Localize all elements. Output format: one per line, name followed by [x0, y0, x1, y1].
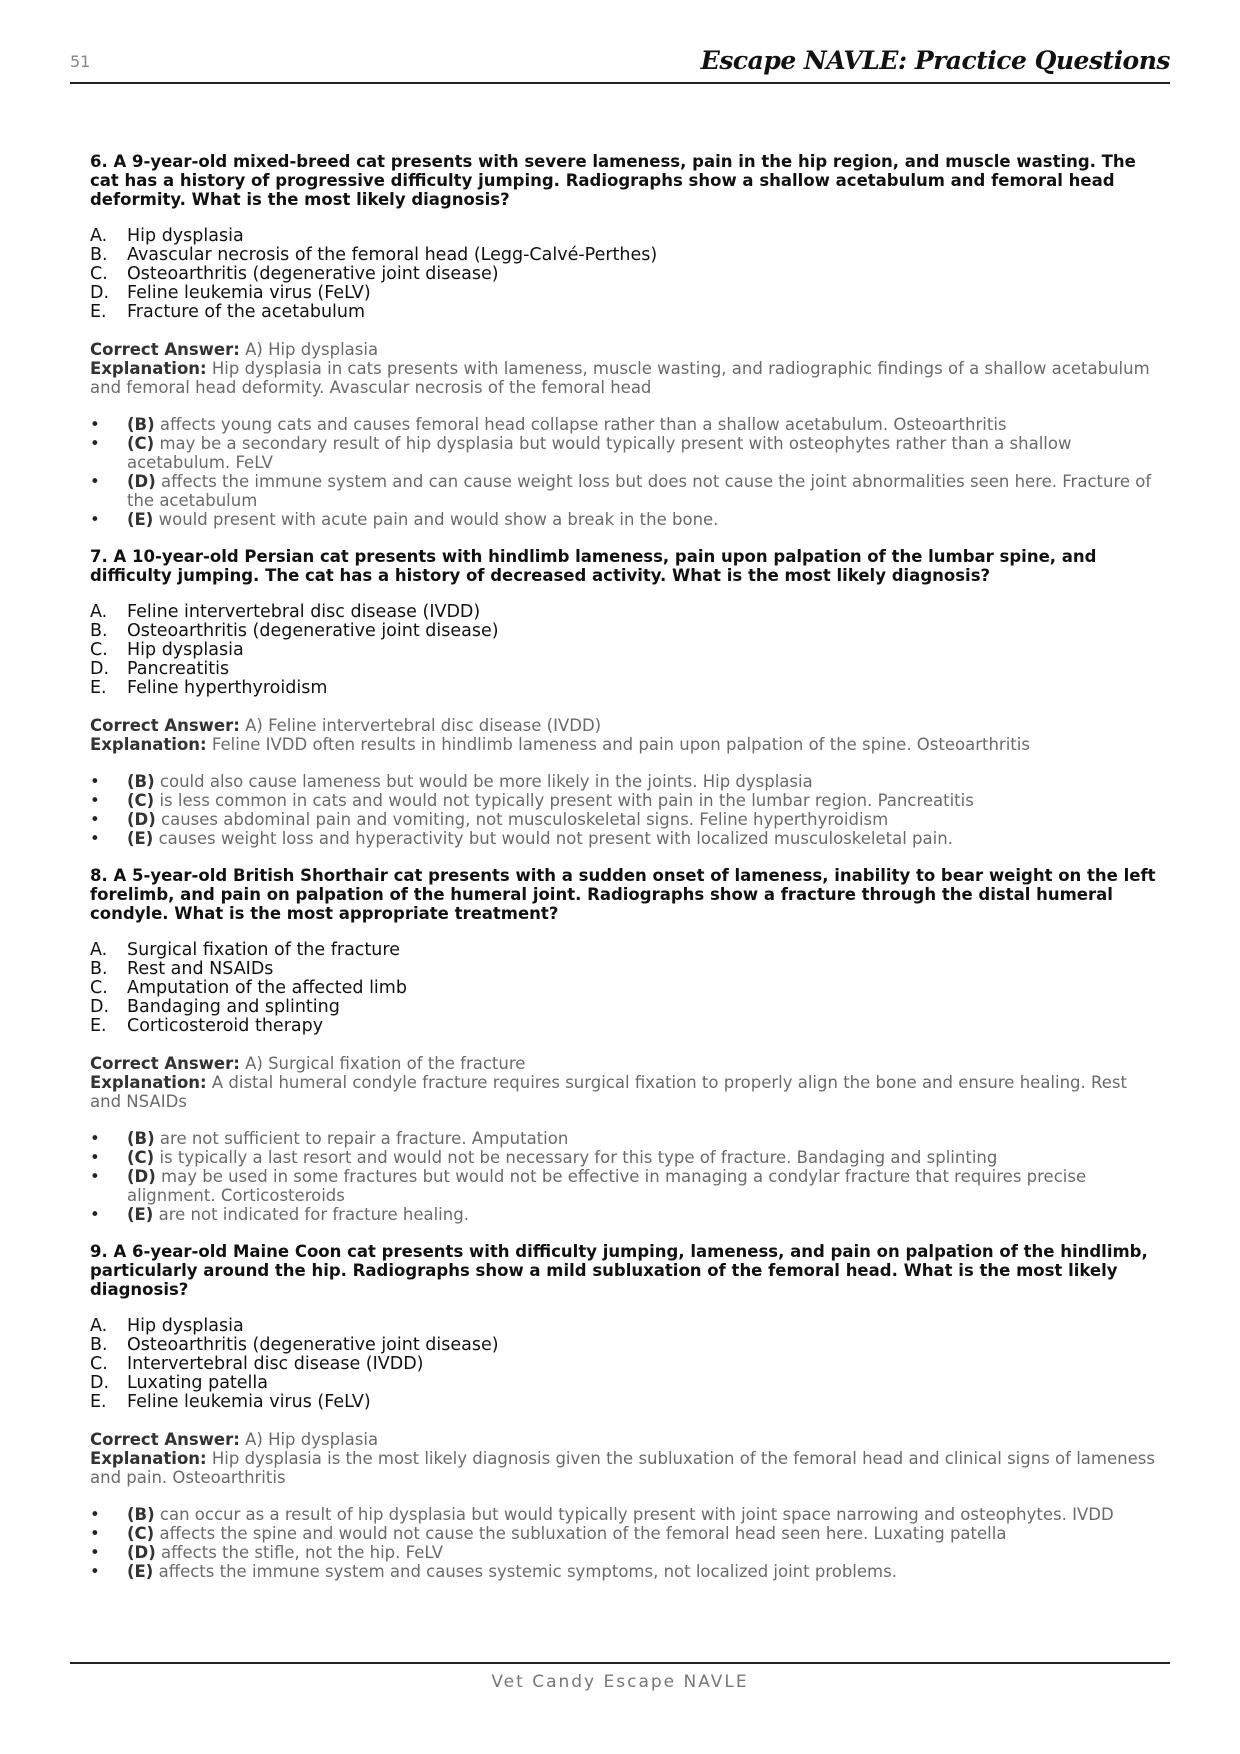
correct-answer-label: Correct Answer: — [90, 716, 240, 735]
bullet-b — [90, 1129, 1160, 1148]
question-text: 7. A 10-year-old Persian cat presents with hindlimb lameness, pain upon palpation of the lumbar spine, and difficulty jumping. The cat has a history of decreased activity. What is the most likely diagnosis? — [90, 547, 1097, 585]
option-c — [90, 641, 1160, 660]
option-ref: (B) — [127, 415, 155, 434]
option-a — [90, 227, 1160, 246]
explanation-text: Hip dysplasia is the most likely diagnosis given the subluxation of the femoral head and clinical signs of lameness and pain. Osteoarthritis — [90, 1449, 1155, 1487]
option-ref: (D) — [127, 1543, 156, 1562]
bullet-c — [90, 1524, 1160, 1543]
bullet-dot-icon: • — [90, 434, 100, 453]
bullet-dot-icon: • — [90, 1129, 100, 1148]
option-text: Hip dysplasia — [127, 226, 244, 246]
answer-block — [90, 1430, 1160, 1487]
bullet-text: may be a secondary result of hip dysplasia but would typically present with osteophytes rather than a shallow acetabulum. FeLV — [127, 434, 1072, 472]
option-ref: (D) — [127, 472, 156, 491]
option-text: Hip dysplasia — [127, 640, 244, 660]
explanation-label: Explanation: — [90, 1073, 207, 1092]
question-6 — [90, 152, 1160, 529]
explanation-bullets — [90, 1129, 1160, 1224]
option-ref: (C) — [127, 1148, 155, 1167]
option-b — [90, 1336, 1160, 1355]
answer-block — [90, 1054, 1160, 1111]
bullet-e — [90, 1205, 1160, 1224]
option-text: Amputation of the affected limb — [127, 978, 407, 998]
option-e — [90, 1017, 1160, 1036]
option-d — [90, 998, 1160, 1017]
bullet-text: affects the spine and would not cause the subluxation of the femoral head seen here. Luxating patella — [159, 1524, 1007, 1543]
option-text: Feline hyperthyroidism — [127, 678, 328, 698]
answer-block — [90, 716, 1160, 754]
option-letter: D. — [90, 659, 110, 679]
bullet-text: are not sufficient to repair a fracture. Amputation — [159, 1129, 569, 1148]
correct-answer: A) Hip dysplasia — [245, 1430, 379, 1449]
option-c — [90, 979, 1160, 998]
answer-options — [90, 603, 1160, 698]
bullet-text: causes abdominal pain and vomiting, not musculoskeletal signs. Feline hyperthyroidism — [161, 810, 889, 829]
bullet-b — [90, 1505, 1160, 1524]
question-7 — [90, 547, 1160, 848]
footer-divider — [70, 1662, 1170, 1664]
option-text: Feline intervertebral disc disease (IVDD) — [127, 602, 481, 622]
bullet-dot-icon: • — [90, 1505, 100, 1524]
bullet-b — [90, 772, 1160, 791]
bullet-c — [90, 1148, 1160, 1167]
bullet-dot-icon: • — [90, 829, 100, 848]
bullet-text: affects young cats and causes femoral head collapse rather than a shallow acetabulum. Osteoarthritis — [159, 415, 1007, 434]
footer-text: Vet Candy Escape NAVLE — [491, 1672, 749, 1692]
bullet-dot-icon: • — [90, 810, 100, 829]
correct-answer-label: Correct Answer: — [90, 340, 240, 359]
option-b — [90, 622, 1160, 641]
option-letter: A. — [90, 602, 108, 622]
bullet-b — [90, 415, 1160, 434]
option-a — [90, 941, 1160, 960]
explanation-text: A distal humeral condyle fracture requires surgical fixation to properly align the bone and ensure healing. Rest and NSAIDs — [90, 1073, 1127, 1111]
option-letter: C. — [90, 264, 108, 284]
question-text: 6. A 9-year-old mixed-breed cat presents with severe lameness, pain in the hip region, and muscle wasting. The cat has a history of progressive difficulty jumping. Radiographs show a shallow acetabulum and femoral head deformity. What is the most likely diagnosis? — [90, 152, 1136, 209]
explanation-label: Explanation: — [90, 359, 207, 378]
option-text: Avascular necrosis of the femoral head (Legg-Calvé-Perthes) — [127, 245, 658, 265]
bullet-e — [90, 1562, 1160, 1581]
bullet-text: is less common in cats and would not typically present with pain in the lumbar region. Pancreatitis — [159, 791, 974, 810]
answer-block — [90, 340, 1160, 397]
bullet-dot-icon: • — [90, 472, 100, 491]
bullet-dot-icon: • — [90, 1562, 100, 1581]
option-text: Feline leukemia virus (FeLV) — [127, 283, 371, 303]
option-text: Intervertebral disc disease (IVDD) — [127, 1354, 424, 1374]
bullet-d — [90, 472, 1160, 510]
bullet-e — [90, 510, 1160, 529]
option-letter: E. — [90, 302, 107, 322]
option-letter: E. — [90, 1392, 107, 1412]
bullet-c — [90, 434, 1160, 472]
bullet-dot-icon: • — [90, 510, 100, 529]
bullet-text: causes weight loss and hyperactivity but would not present with localized musculoskeletal pain. — [158, 829, 953, 848]
bullet-text: may be used in some fractures but would not be effective in managing a condylar fracture that requires precise alignment. Corticosteroids — [127, 1167, 1087, 1205]
option-text: Rest and NSAIDs — [127, 959, 274, 979]
option-a — [90, 603, 1160, 622]
bullet-d — [90, 1167, 1160, 1205]
header-divider — [70, 82, 1170, 84]
option-letter: D. — [90, 1373, 110, 1393]
bullet-text: are not indicated for fracture healing. — [158, 1205, 469, 1224]
bullet-c — [90, 791, 1160, 810]
option-b — [90, 960, 1160, 979]
option-text: Hip dysplasia — [127, 1316, 244, 1336]
bullet-dot-icon: • — [90, 1543, 100, 1562]
explanation-bullets — [90, 415, 1160, 529]
answer-options — [90, 227, 1160, 322]
bullet-dot-icon: • — [90, 772, 100, 791]
option-letter: D. — [90, 283, 110, 303]
correct-answer: A) Feline intervertebral disc disease (IVDD) — [245, 716, 602, 735]
option-ref: (C) — [127, 1524, 155, 1543]
bullet-d — [90, 810, 1160, 829]
option-text: Feline leukemia virus (FeLV) — [127, 1392, 371, 1412]
option-text: Osteoarthritis (degenerative joint disease) — [127, 1335, 499, 1355]
question-9 — [90, 1242, 1160, 1581]
question-text: 9. A 6-year-old Maine Coon cat presents with difficulty jumping, lameness, and pain on palpation of the hindlimb, particularly around the hip. Radiographs show a mild subluxation of the femoral head. What is the most likely diagnosis? — [90, 1242, 1148, 1299]
option-letter: E. — [90, 678, 107, 698]
option-text: Osteoarthritis (degenerative joint disease) — [127, 264, 499, 284]
option-ref: (E) — [127, 1205, 154, 1224]
option-ref: (E) — [127, 1562, 154, 1581]
option-letter: B. — [90, 1335, 108, 1355]
option-b — [90, 246, 1160, 265]
option-e — [90, 679, 1160, 698]
option-text: Fracture of the acetabulum — [127, 302, 366, 322]
question-text: 8. A 5-year-old British Shorthair cat presents with a sudden onset of lameness, inability to bear weight on the left forelimb, and pain on palpation of the humeral joint. Radiographs show a fracture through the distal humeral condyle. What is the most appropriate treatment? — [90, 866, 1156, 923]
correct-answer-label: Correct Answer: — [90, 1054, 240, 1073]
book-title: Escape NAVLE: Practice Questions — [700, 46, 1170, 75]
explanation-bullets — [90, 772, 1160, 848]
bullet-text: would present with acute pain and would show a break in the bone. — [158, 510, 719, 529]
option-d — [90, 660, 1160, 679]
bullet-e — [90, 829, 1160, 848]
option-ref: (E) — [127, 829, 154, 848]
option-ref: (D) — [127, 1167, 156, 1186]
explanation-text: Hip dysplasia in cats presents with lameness, muscle wasting, and radiographic findings of a shallow acetabulum and femoral head deformity. Avascular necrosis of the femoral head — [90, 359, 1150, 397]
option-letter: C. — [90, 1354, 108, 1374]
question-8 — [90, 866, 1160, 1224]
explanation-bullets — [90, 1505, 1160, 1581]
option-ref: (E) — [127, 510, 154, 529]
answer-options — [90, 1317, 1160, 1412]
correct-answer: A) Hip dysplasia — [245, 340, 379, 359]
bullet-dot-icon: • — [90, 1205, 100, 1224]
option-text: Osteoarthritis (degenerative joint disease) — [127, 621, 499, 641]
option-c — [90, 265, 1160, 284]
bullet-text: affects the stifle, not the hip. FeLV — [161, 1543, 444, 1562]
option-letter: D. — [90, 997, 110, 1017]
option-letter: A. — [90, 940, 108, 960]
answer-options — [90, 941, 1160, 1036]
option-d — [90, 284, 1160, 303]
option-letter: C. — [90, 978, 108, 998]
bullet-text: is typically a last resort and would not be necessary for this type of fracture. Bandaging and splinting — [159, 1148, 998, 1167]
bullet-text: affects the immune system and can cause weight loss but does not cause the joint abnormalities seen here. Fracture of the acetabulum — [127, 472, 1152, 510]
option-text: Corticosteroid therapy — [127, 1016, 324, 1036]
option-ref: (B) — [127, 772, 155, 791]
explanation-label: Explanation: — [90, 1449, 207, 1468]
option-ref: (B) — [127, 1129, 155, 1148]
option-text: Bandaging and splinting — [127, 997, 340, 1017]
option-letter: B. — [90, 621, 108, 641]
bullet-dot-icon: • — [90, 1148, 100, 1167]
option-e — [90, 303, 1160, 322]
bullet-dot-icon: • — [90, 1167, 100, 1186]
correct-answer-label: Correct Answer: — [90, 1430, 240, 1449]
explanation-label: Explanation: — [90, 735, 207, 754]
bullet-dot-icon: • — [90, 1524, 100, 1543]
option-ref: (C) — [127, 434, 155, 453]
option-letter: B. — [90, 245, 108, 265]
page-number: 51 — [70, 52, 91, 71]
option-letter: E. — [90, 1016, 107, 1036]
bullet-text: can occur as a result of hip dysplasia but would typically present with joint space narrowing and osteophytes. IVDD — [159, 1505, 1114, 1524]
option-ref: (B) — [127, 1505, 155, 1524]
option-letter: C. — [90, 640, 108, 660]
option-ref: (C) — [127, 791, 155, 810]
option-text: Surgical fixation of the fracture — [127, 940, 400, 960]
bullet-text: affects the immune system and causes systemic symptoms, not localized joint problems. — [158, 1562, 897, 1581]
bullet-d — [90, 1543, 1160, 1562]
option-c — [90, 1355, 1160, 1374]
question-list — [90, 152, 1160, 1599]
explanation-text: Feline IVDD often results in hindlimb lameness and pain upon palpation of the spine. Osteoarthritis — [211, 735, 1030, 754]
option-text: Pancreatitis — [127, 659, 230, 679]
option-text: Luxating patella — [127, 1373, 269, 1393]
option-e — [90, 1393, 1160, 1412]
correct-answer: A) Surgical fixation of the fracture — [245, 1054, 526, 1073]
option-ref: (D) — [127, 810, 156, 829]
option-a — [90, 1317, 1160, 1336]
bullet-dot-icon: • — [90, 791, 100, 810]
option-letter: B. — [90, 959, 108, 979]
bullet-text: could also cause lameness but would be more likely in the joints. Hip dysplasia — [159, 772, 813, 791]
option-letter: A. — [90, 226, 108, 246]
bullet-dot-icon: • — [90, 415, 100, 434]
option-d — [90, 1374, 1160, 1393]
option-letter: A. — [90, 1316, 108, 1336]
